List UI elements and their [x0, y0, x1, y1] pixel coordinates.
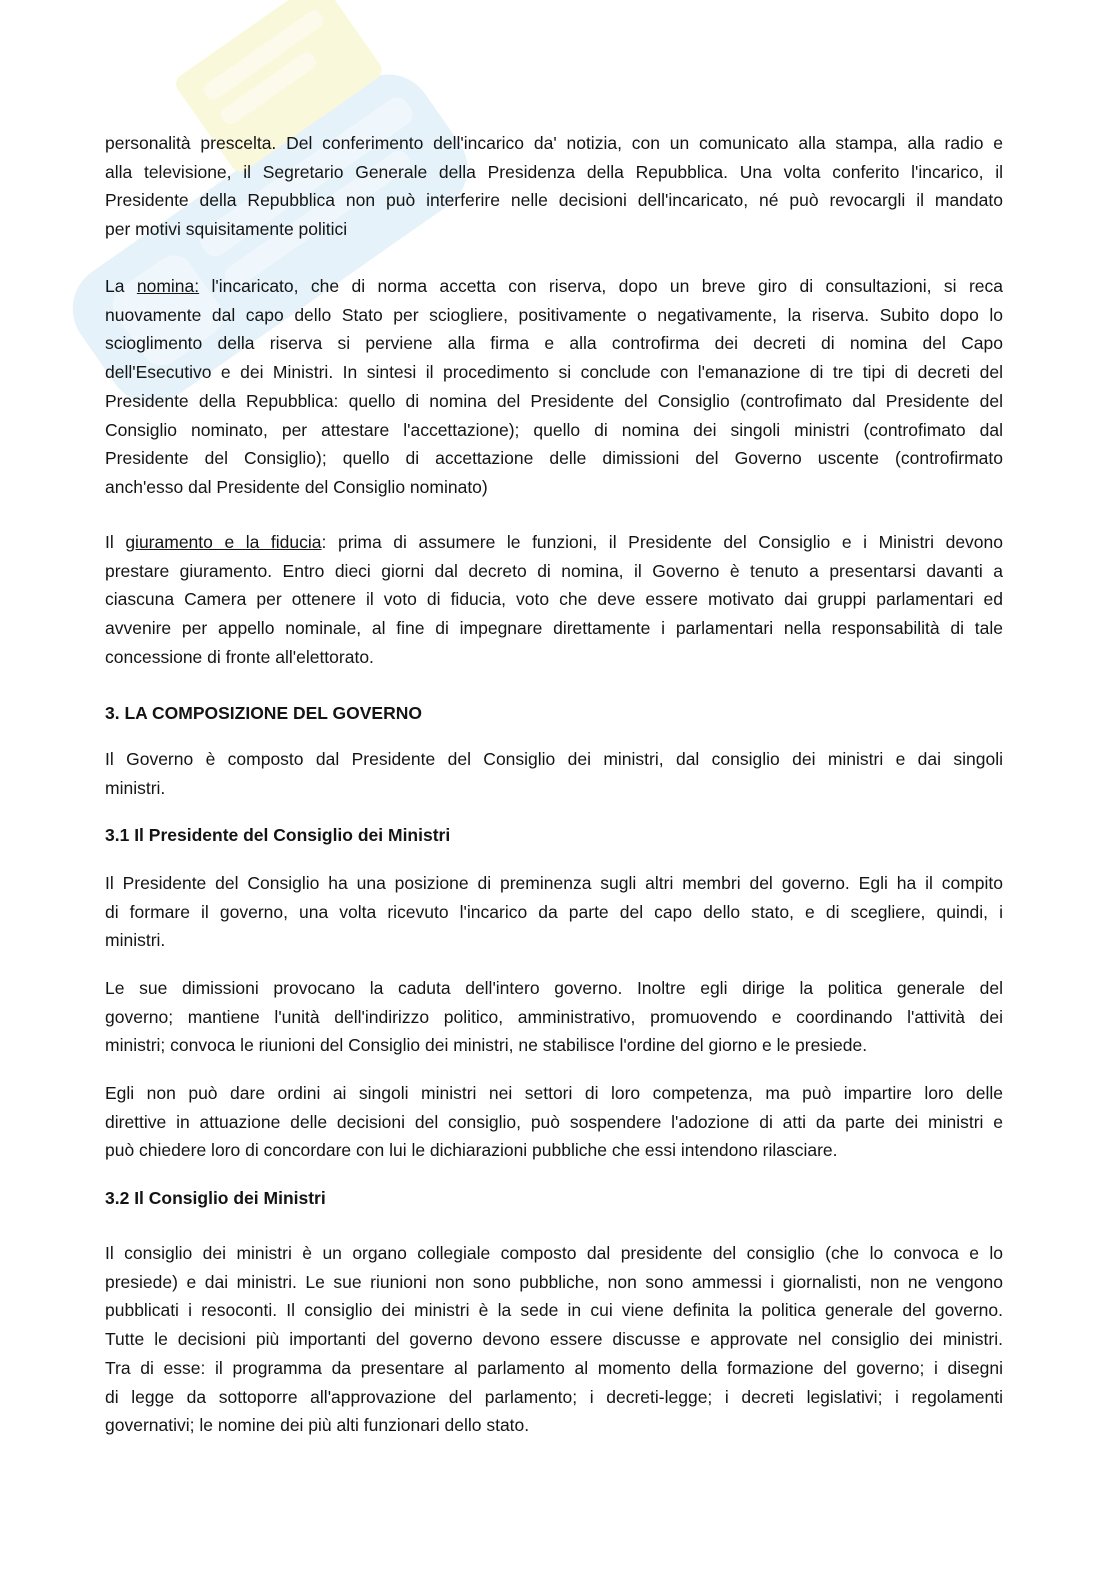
- paragraph-lead: Il: [105, 532, 114, 552]
- paragraph: [105, 745, 1003, 802]
- paragraph-lead: La: [105, 276, 125, 296]
- paragraph: [105, 1079, 1003, 1165]
- paragraph: [105, 869, 1003, 955]
- section-heading: 3. LA COMPOSIZIONE DEL GOVERNO: [105, 703, 422, 723]
- text-line: Il Governo è composto dal Presidente del Consiglio dei ministri, dal consiglio dei ministri e dai singoli: [105, 749, 1003, 769]
- text-line: alla televisione, il Segretario Generale della Presidenza della Repubblica. Una volta conferito l'incarico, il: [105, 161, 1003, 182]
- paragraph: [105, 272, 1003, 502]
- text-line: avvenire per appello nominale, al fine di impegnare direttamente i parlamentari nella responsabilità di tale: [105, 618, 1003, 639]
- text-line: concessione di fronte all'elettorato.: [105, 646, 374, 667]
- paragraph: [105, 1239, 1003, 1440]
- text-line: Presidente della Repubblica: quello di nomina del Presidente del Consiglio (controfimato dal Presidente del: [105, 390, 1003, 411]
- underlined-term: giuramento e la fiducia: [125, 532, 322, 552]
- text-line: può chiedere loro di concordare con lui le dichiarazioni pubbliche che essi intendono rilasciare.: [105, 1140, 838, 1161]
- text-line: Il consiglio dei ministri è un organo collegiale composto dal presidente del consiglio (che lo convoca e lo: [105, 1243, 1003, 1263]
- text-line: Egli non può dare ordini ai singoli ministri nei settori di loro competenza, ma può impartire loro delle: [105, 1083, 1003, 1103]
- paragraph: [105, 974, 1003, 1060]
- text-line: governativi; le nomine dei più alti funzionari dello stato.: [105, 1415, 530, 1436]
- text-line: [105, 528, 1003, 557]
- text-line: anch'esso dal Presidente del Consiglio nominato): [105, 476, 488, 497]
- subsection-heading: 3.2 Il Consiglio dei Ministri: [105, 1188, 326, 1208]
- text-line: Tutte le decisioni più importanti del governo devono essere discusse e approvate nel consiglio dei ministri.: [105, 1329, 1003, 1350]
- text-line: direttive in attuazione delle decisioni del consiglio, può sospendere l'adozione di atti da parte dei ministri e: [105, 1111, 1003, 1132]
- text-line: pubblicati i resoconti. Il consiglio dei ministri è la sede in cui viene definita la politica generale del governo.: [105, 1300, 1003, 1321]
- text-line: dell'Esecutivo e dei Ministri. In sintesi il procedimento si conclude con l'emanazione di tre tipi di decreti del: [105, 362, 1003, 383]
- text-line: di legge da sottoporre all'approvazione del parlamento; i decreti-legge; i decreti legislativi; i regolamenti: [105, 1386, 1003, 1407]
- paragraph: [105, 129, 1003, 244]
- text-line: Le sue dimissioni provocano la caduta dell'intero governo. Inoltre egli dirige la politica generale del: [105, 978, 1003, 998]
- text-line: Presidente del Consiglio); quello di accettazione delle dimissioni del Governo uscente (controfirmato: [105, 448, 1003, 469]
- text-line: presiede) e dai ministri. Le sue riunioni non sono pubbliche, non sono ammessi i giornalisti, non ne vengono: [105, 1271, 1003, 1292]
- text-line: scioglimento della riserva si perviene alla firma e alla controfirma dei decreti di nomina del Capo: [105, 333, 1003, 354]
- text-line: governo; mantiene l'unità dell'indirizzo politico, amministrativo, promuovendo e coordinando l'attività dei: [105, 1006, 1003, 1027]
- line-text: l'incaricato, che di norma accetta con riserva, dopo un breve giro di consultazioni, si reca: [211, 276, 1003, 296]
- text-line: per motivi squisitamente politici: [105, 219, 348, 240]
- text-line: nuovamente dal capo dello Stato per sciogliere, positivamente o negativamente, la riserva. Subito dopo lo: [105, 304, 1003, 325]
- text-line: [105, 272, 1003, 301]
- text-line: Tra di esse: il programma da presentare al parlamento al momento della formazione del governo; i disegni: [105, 1357, 1003, 1378]
- subsection-heading: 3.1 Il Presidente del Consiglio dei Ministri: [105, 825, 451, 845]
- text-line: ministri; convoca le riunioni del Consiglio dei ministri, ne stabilisce l'ordine del giorno e le presiede.: [105, 1035, 868, 1056]
- text-line: prestare giuramento. Entro dieci giorni dal decreto di nomina, il Governo è tenuto a presentarsi davanti a: [105, 560, 1003, 581]
- line-text: : prima di assumere le funzioni, il Presidente del Consiglio e i Ministri devono: [321, 532, 1004, 552]
- text-line: ciascuna Camera per ottenere il voto di fiducia, voto che deve essere motivato dai gruppi parlamentari ed: [105, 589, 1003, 610]
- text-line: ministri.: [105, 930, 166, 951]
- text-line: Consiglio nominato, per attestare l'accettazione); quello di nomina dei singoli ministri (controfimato dal: [105, 419, 1003, 440]
- text-line: Presidente della Repubblica non può interferire nelle decisioni dell'incaricato, né può revocargli il mandato: [105, 190, 1003, 211]
- text-line: personalità prescelta. Del conferimento dell'incarico da' notizia, con un comunicato alla stampa, alla radio e: [105, 133, 1003, 153]
- paragraph: [105, 528, 1003, 672]
- text-line: di formare il governo, una volta ricevuto l'incarico da parte del capo dello stato, e di scegliere, quindi, i: [105, 901, 1003, 922]
- underlined-term: nomina:: [136, 276, 200, 296]
- text-line: Il Presidente del Consiglio ha una posizione di preminenza sugli altri membri del governo. Egli ha il compito: [105, 873, 1003, 893]
- text-line: ministri.: [105, 777, 166, 798]
